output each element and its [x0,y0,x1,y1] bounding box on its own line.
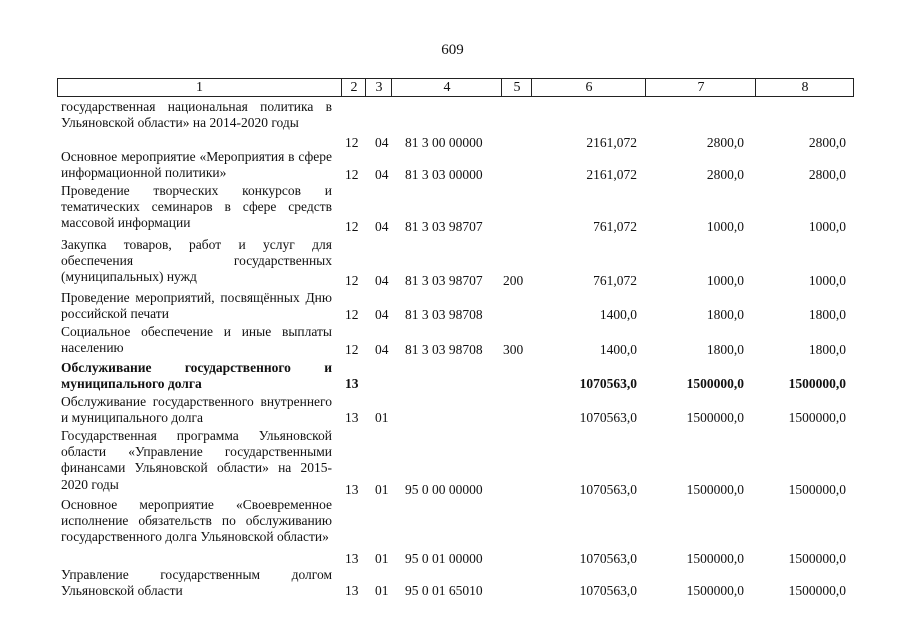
cell-c4: 81 3 03 98707 [405,273,483,288]
cell-c2: 13 [345,551,359,566]
cell-c8: 1500000,0 [788,482,846,497]
cell-c3: 01 [375,583,389,598]
cell-c8: 2800,0 [808,135,846,150]
cell-c3: 04 [375,307,389,322]
cell-c7: 2800,0 [706,135,744,150]
row-description: государственная национальная политика в Ульяновской области» на 2014-2020 годы [61,99,332,131]
cell-c7: 1800,0 [706,342,744,357]
header-col-2: 2 [341,79,366,96]
cell-c5: 200 [503,273,524,288]
cell-c8: 1000,0 [808,273,846,288]
row-description: Основное мероприятие «Своевременное исполнение обязательств по обслуживанию государственного долга Ульяновской области» [61,497,332,545]
cell-c6: 761,072 [593,219,637,234]
cell-c4: 95 0 00 00000 [405,482,483,497]
cell-c6: 1400,0 [599,342,637,357]
cell-c8: 1800,0 [808,342,846,357]
row-description: Социальное обеспечение и иные выплаты населению [61,324,332,356]
cell-c8: 1500000,0 [788,583,846,598]
cell-c2: 12 [345,219,359,234]
row-description: Проведение мероприятий, посвящённых Дню российской печати [61,290,332,322]
cell-c4: 95 0 01 00000 [405,551,483,566]
cell-c4: 81 3 03 00000 [405,167,483,182]
cell-c2: 12 [345,307,359,322]
cell-c2: 13 [345,376,359,391]
cell-c4: 81 3 00 00000 [405,135,483,150]
row-description: Закупка товаров, работ и услуг для обеспечения государственных (муниципальных) нужд [61,237,332,285]
cell-c3: 04 [375,219,389,234]
cell-c6: 2161,072 [586,167,637,182]
cell-c7: 1000,0 [706,219,744,234]
cell-c3: 04 [375,342,389,357]
row-description: Обслуживание государственного и муниципального долга [61,360,332,392]
cell-c4: 81 3 03 98708 [405,307,483,322]
header-col-1: 1 [196,80,203,95]
cell-c6: 1400,0 [599,307,637,322]
cell-c6: 2161,072 [586,135,637,150]
header-col-4: 4 [391,79,502,96]
page-number: 609 [441,42,464,58]
header-col-6: 6 [531,79,646,96]
cell-c7: 1500000,0 [686,410,744,425]
cell-c3: 04 [375,135,389,150]
cell-c7: 1800,0 [706,307,744,322]
cell-c8: 1000,0 [808,219,846,234]
cell-c6: 1070563,0 [579,583,637,598]
row-description: Основное мероприятие «Мероприятия в сфере информационной политики» [61,149,332,181]
cell-c7: 2800,0 [706,167,744,182]
cell-c3: 04 [375,167,389,182]
cell-c3: 04 [375,273,389,288]
cell-c2: 12 [345,167,359,182]
cell-c2: 13 [345,583,359,598]
header-col-7: 7 [645,79,756,96]
cell-c5: 300 [503,342,524,357]
row-description: Государственная программа Ульяновской области «Управление государственными финансами Ульяновской области» на 2015-2020 годы [61,428,332,492]
cell-c8: 1500000,0 [788,376,846,391]
cell-c4: 95 0 01 65010 [405,583,483,598]
cell-c3: 01 [375,551,389,566]
cell-c8: 1800,0 [808,307,846,322]
cell-c2: 13 [345,410,359,425]
row-description: Проведение творческих конкурсов и тематических семинаров в сфере средств массовой информации [61,183,332,231]
cell-c6: 1070563,0 [579,410,637,425]
cell-c4: 81 3 03 98708 [405,342,483,357]
cell-c3: 01 [375,410,389,425]
cell-c2: 12 [345,135,359,150]
cell-c6: 1070563,0 [579,482,637,497]
cell-c7: 1000,0 [706,273,744,288]
row-description: Обслуживание государственного внутреннего и муниципального долга [61,394,332,426]
cell-c3: 01 [375,482,389,497]
cell-c2: 12 [345,273,359,288]
header-col-3: 3 [365,79,392,96]
cell-c2: 12 [345,342,359,357]
cell-c8: 2800,0 [808,167,846,182]
cell-c6: 761,072 [593,273,637,288]
cell-c6: 1070563,0 [579,551,637,566]
header-col-5: 5 [501,79,532,96]
cell-c8: 1500000,0 [788,410,846,425]
header-col-8: 8 [755,79,854,96]
row-description: Управление государственным долгом Ульяновской области [61,567,332,599]
cell-c4: 81 3 03 98707 [405,219,483,234]
cell-c7: 1500000,0 [686,583,744,598]
cell-c2: 13 [345,482,359,497]
cell-c7: 1500000,0 [686,551,744,566]
cell-c7: 1500000,0 [686,482,744,497]
cell-c8: 1500000,0 [788,551,846,566]
cell-c6: 1070563,0 [579,376,637,391]
cell-c7: 1500000,0 [686,376,744,391]
